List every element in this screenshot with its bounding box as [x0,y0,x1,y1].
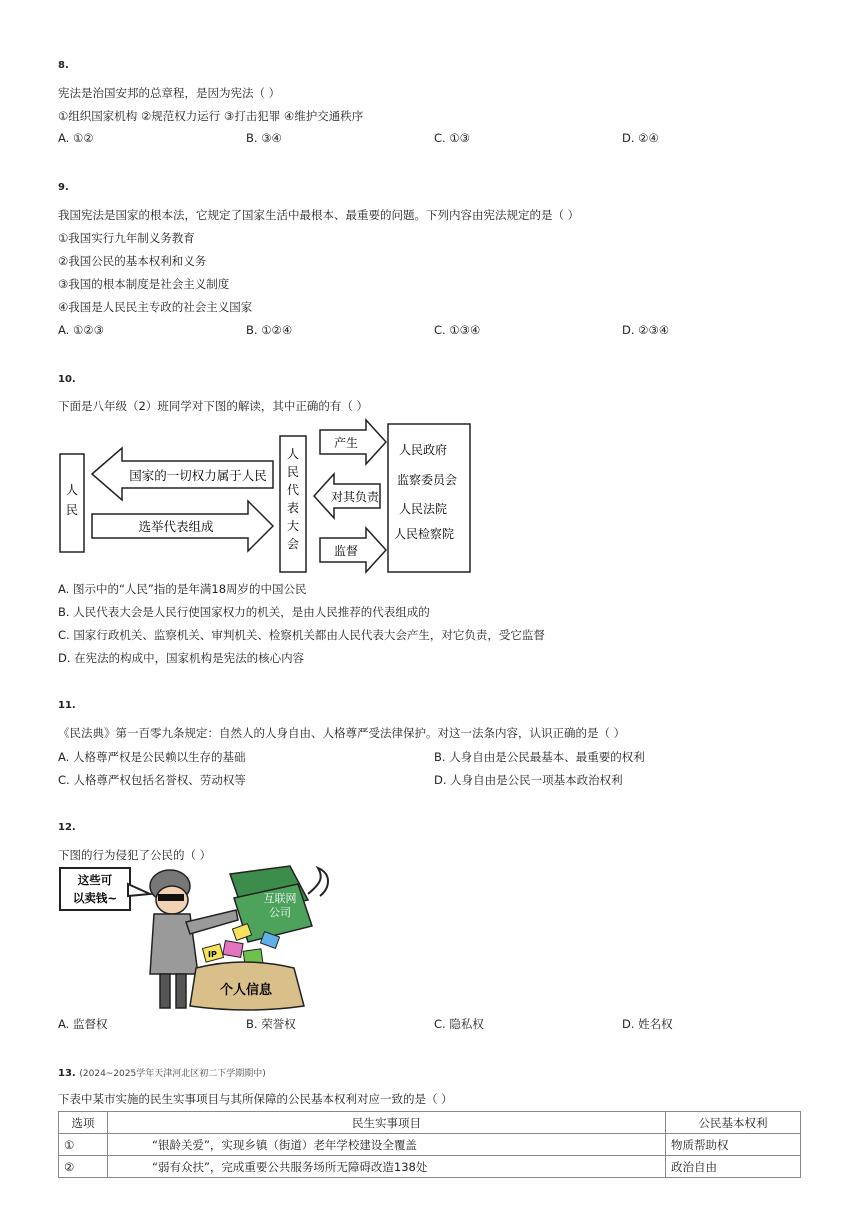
q11-option-b[interactable]: B. 人身自由是公民最基本、最重要的权利 [434,750,645,764]
speech-bubble-tail [128,884,150,896]
organ-government: 人民政府 [399,443,448,457]
company-box-line-2: 公司 [269,906,291,919]
q11-option-c[interactable]: C. 人格尊严权包括名誉权、劳动权等 [58,773,246,787]
q8-option-b[interactable]: B. ③④ [246,131,282,145]
q9-stem: 我国宪法是国家的根本法，它规定了国家生活中最根本、最重要的问题。下列内容由宪法规定的是（ ） [58,208,580,222]
q9-option-a[interactable]: A. ①②③ [58,323,104,337]
company-box-line-1: 互联网 [263,892,297,905]
q9-item-4: ④我国是人民民主专政的社会主义国家 [58,300,253,314]
q12-stem: 下图的行为侵犯了公民的（ ） [58,848,212,862]
header-project: 民生实事项目 [108,1112,666,1134]
arrow-produce-label: 产生 [333,436,359,450]
organ-court: 人民法院 [399,502,448,516]
arrow-responsible-label: 对其负责 [330,490,380,504]
people-char-1: 人 [65,483,79,497]
q9-option-b[interactable]: B. ①②④ [246,323,293,337]
table-row [59,1156,801,1178]
q9-item-3: ③我国的根本制度是社会主义制度 [58,277,230,291]
q9-number: 9. [58,182,69,193]
q13-source: (2024~2025学年天津河北区初二下学期期中) [79,1069,266,1079]
congress-char-6: 会 [286,537,300,551]
row1-option: ① [59,1134,108,1156]
q9-item-1: ①我国实行九年制义务教育 [58,231,195,245]
q12-number: 12. [58,822,76,833]
q12-option-b[interactable]: B. 荣誉权 [246,1017,296,1031]
q8-option-c[interactable]: C. ①③ [434,131,470,145]
header-right: 公民基本权利 [666,1112,801,1134]
arrow-power-belongs-label: 国家的一切权力属于人民 [129,468,267,483]
q11-option-d[interactable]: D. 人身自由是公民一项基本政治权利 [434,773,623,787]
q10-option-a[interactable]: A. 图示中的“人民”指的是年满18周岁的中国公民 [58,582,307,596]
q8-items: ①组织国家机构 ②规范权力运行 ③打击犯罪 ④维护交通秩序 [58,109,364,123]
row2-option: ② [59,1156,108,1178]
q13-number: 13. [58,1068,76,1079]
q13-stem: 下表中某市实施的民生实事项目与其所保障的公民基本权利对应一致的是（ ） [58,1092,453,1106]
table-header-row [59,1112,801,1134]
q9-option-c[interactable]: C. ①③④ [434,323,481,337]
q10-number: 10. [58,374,76,385]
table-row [59,1134,801,1156]
q10-stem: 下面是八年级（2）班同学对下图的解读，其中正确的有（ ） [58,399,368,413]
q10-option-b[interactable]: B. 人民代表大会是人民行使国家权力的机关，是由人民推荐的代表组成的 [58,605,430,619]
q9-item-2: ②我国公民的基本权利和义务 [58,254,207,268]
q11-option-a[interactable]: A. 人格尊严权是公民赖以生存的基础 [58,750,246,764]
row2-right: 政治自由 [666,1156,801,1178]
organ-procuratorate: 人民检察院 [394,527,455,541]
card-ip-text: IP [208,950,217,959]
q8-option-d[interactable]: D. ②④ [622,131,659,145]
congress-char-5: 大 [286,519,300,533]
organ-supervision: 监察委员会 [397,473,458,487]
q11-stem: 《民法典》第一百零九条规定：自然人的人身自由、人格尊严受法律保护。对这一法条内容，认识正确的是（ ） [58,726,626,740]
privacy-cartoon [58,864,338,1012]
people-char-2: 民 [65,503,79,517]
bubble-line-1: 这些可 [77,873,113,887]
q13-table [58,1111,801,1178]
q11-number: 11. [58,700,76,711]
q10-option-c[interactable]: C. 国家行政机关、监察机关、审判机关、检察机关都由人民代表大会产生，对它负责，受它监督 [58,628,545,642]
q12-option-a[interactable]: A. 监督权 [58,1017,108,1031]
q8-stem: 宪法是治国安邦的总章程，是因为宪法（ ） [58,86,281,100]
q8-option-a[interactable]: A. ①② [58,131,94,145]
q10-option-d[interactable]: D. 在宪法的构成中，国家机构是宪法的核心内容 [58,651,305,665]
bubble-line-2: 以卖钱~ [72,891,118,905]
q9-option-d[interactable]: D. ②③④ [622,323,670,337]
header-option: 选项 [59,1112,108,1134]
q12-option-d[interactable]: D. 姓名权 [622,1017,673,1031]
q8-number: 8. [58,60,69,71]
row1-right: 物质帮助权 [666,1134,801,1156]
congress-char-4: 表 [286,501,300,515]
congress-char-2: 民 [286,465,300,479]
row2-project: “弱有众扶”，完成重要公共服务场所无障碍改造138处 [108,1156,666,1178]
arrow-elect-label: 选举代表组成 [138,519,214,534]
q12-option-c[interactable]: C. 隐私权 [434,1017,484,1031]
power-structure-diagram [58,418,478,578]
bag-label: 个人信息 [219,983,273,998]
row1-project: “银龄关爱”，实现乡镇（街道）老年学校建设全覆盖 [108,1134,666,1156]
congress-char-1: 人 [286,447,300,461]
congress-char-3: 代 [286,483,300,497]
q13-header [58,1065,266,1079]
arrow-supervise-label: 监督 [333,544,359,558]
